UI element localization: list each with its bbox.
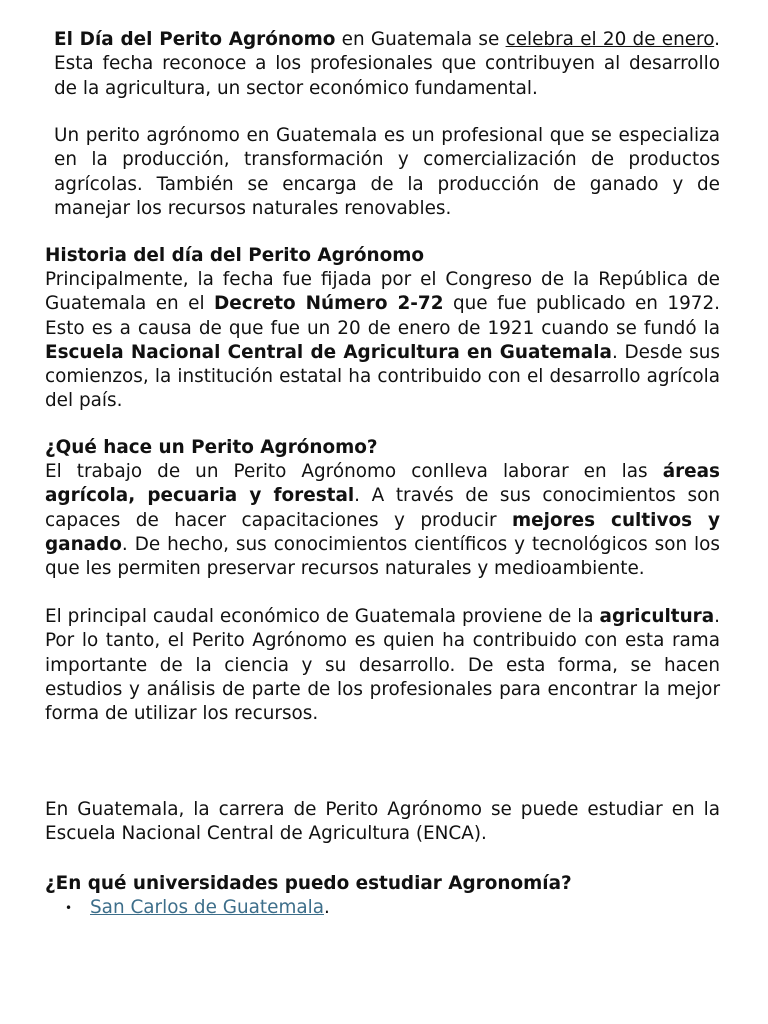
history-paragraph [45,268,720,414]
intro-text-2: . Esta fecha reconoce a los profesionales que contribuyen al desarrollo de la agricultura, un sector económico fundamental. [54,29,720,99]
intro-paragraph [54,28,720,101]
history-text-2: que fue publicado en 1972. Esto es a causa de que fue un 20 de enero de 1921 cuando se fundó la [45,293,721,339]
work-p1-text-3: . De hecho, sus conocimientos científicos y tecnológicos son los que les permiten preservar recursos naturales y medioambiente. [45,533,720,580]
work-areas-bold: áreas agrícola, pecuaria y forestal [45,461,720,507]
bullet-icon: • [65,901,73,915]
university-link-san-carlos[interactable]: San Carlos de Guatemala [90,897,325,918]
work-paragraph-2 [45,605,720,726]
school-bold: Escuela Nacional Central de Agricultura en Guatemala [45,341,612,363]
intro-date-underlined: celebra el 20 de enero [505,29,715,50]
definition-paragraph: Un perito agrónomo en Guatemala es un profesional que se especializa en la producción, transformación y comercialización de productos agrícolas. También se encarga de la producción de ganado y de manejar los recursos naturales renovables. [54,125,720,219]
universities-heading: ¿En qué universidades puedo estudiar Agronomía? [45,873,572,894]
work-p2-text-2: . Por lo tanto, el Perito Agrónomo es quien ha contribuido con esta rama importante de la ciencia y su desarrollo. De esta forma, se hacen estudios y análisis de parte de los profesionales para encontrar la mejor forma de utilizar los recursos. [45,606,720,725]
work-p1-text-2: . A través de sus conocimientos son capaces de hacer capacitaciones y producir [45,485,720,531]
work-crops-bold: mejores cultivos y ganado [45,509,721,555]
agriculture-bold: agricultura [599,606,715,627]
decree-bold: Decreto Número 2-72 [214,293,444,315]
work-p2-text-1: El principal caudal económico de Guatemala proviene de la [45,606,600,627]
history-text-1: Principalmente, la fecha fue fijada por el Congreso de la República de Guatemala en el [45,269,720,315]
universities-list [45,896,720,920]
history-text-3: . Desde sus comienzos, la institución estatal ha contribuido con el desarrollo agrícola del país. [45,341,720,412]
list-item-suffix: . [324,897,330,918]
work-p1-text-1: El trabajo de un Perito Agrónomo conlleva laborar en las [45,461,663,482]
intro-text-1: en Guatemala se [335,29,506,50]
study-paragraph: En Guatemala, la carrera de Perito Agrónomo se puede estudiar en la Escuela Nacional Central de Agricultura (ENCA). [45,799,720,845]
intro-title: El Día del Perito Agrónomo [54,29,336,50]
history-heading: Historia del día del Perito Agrónomo [45,245,425,266]
work-heading: ¿Qué hace un Perito Agrónomo? [45,437,378,458]
work-paragraph-1 [45,460,720,581]
list-item [45,896,720,920]
